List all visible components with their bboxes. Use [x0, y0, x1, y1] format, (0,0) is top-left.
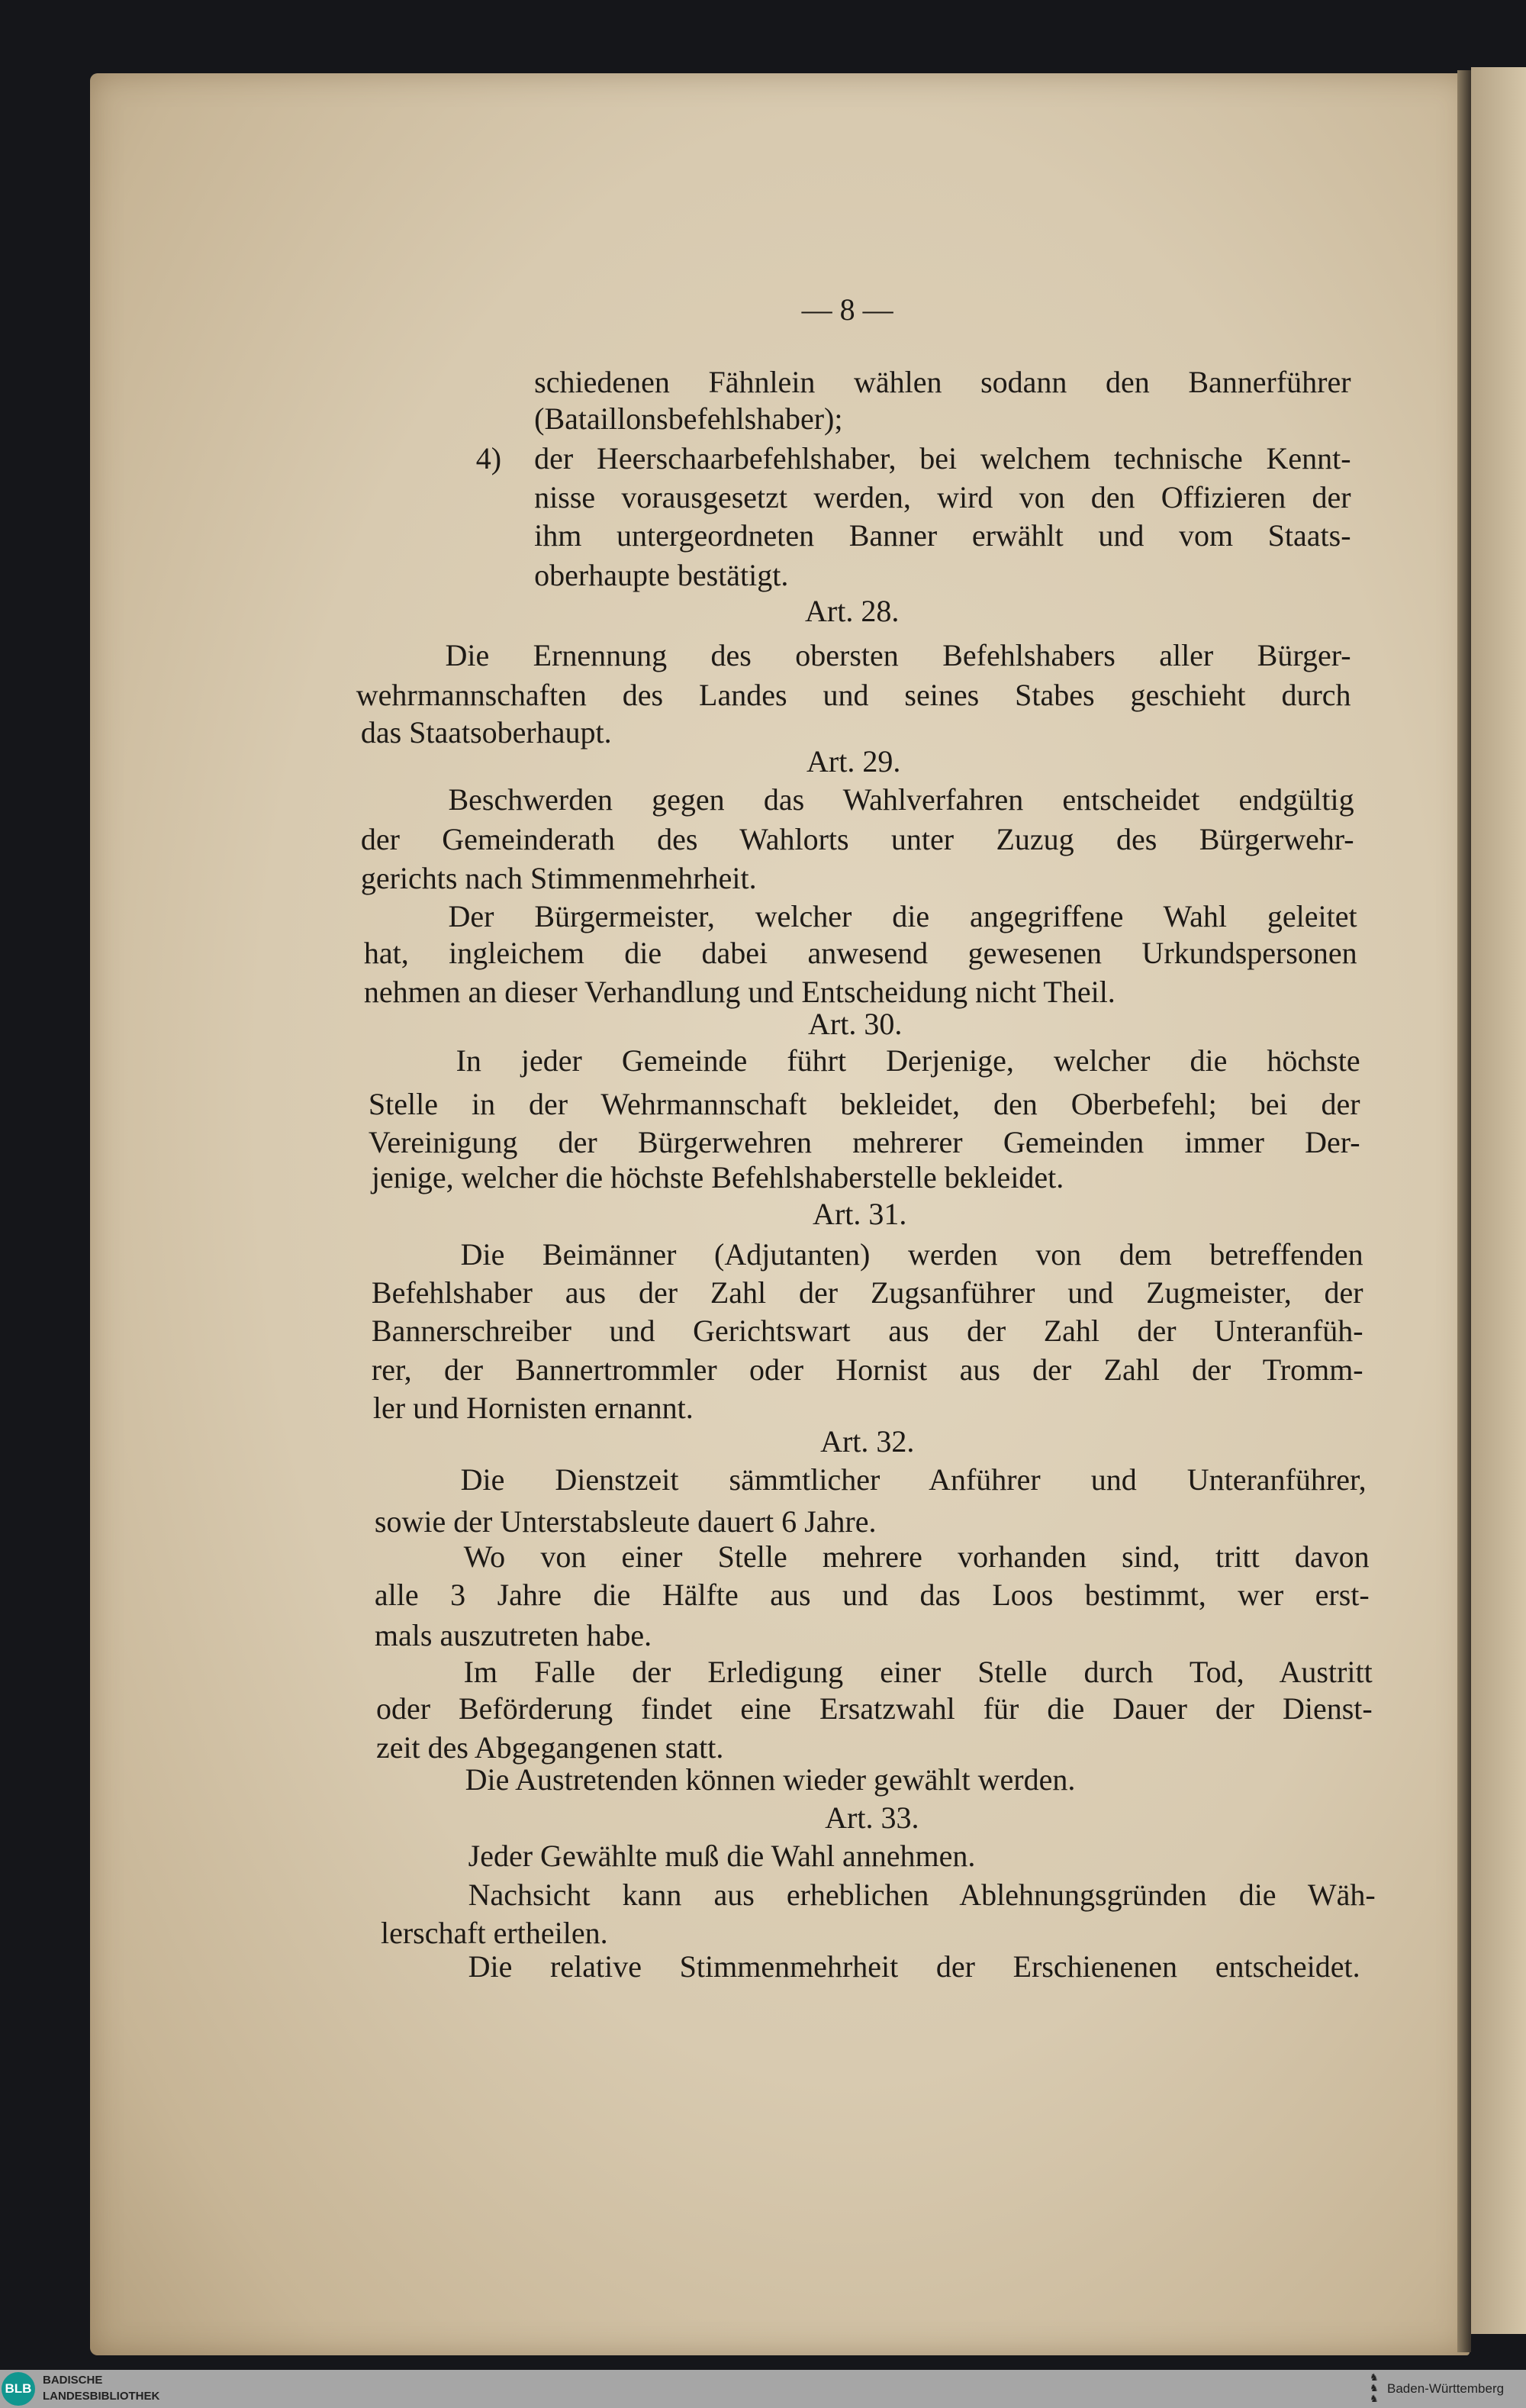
text-line: oberhaupte bestätigt.	[534, 558, 789, 593]
footer-bar	[0, 2370, 1526, 2408]
text-line: Die Beimänner (Adjutanten) werden von dem betreffenden	[460, 1236, 1363, 1272]
text-line: hat, ingleichem die dabei anwesend gewesenen Urkundspersonen	[363, 936, 1357, 971]
text-line: Jeder Gewählte muß die Wahl annehmen.	[468, 1839, 976, 1874]
page-number: — 8 —	[801, 292, 893, 327]
text-line: 4)	[475, 441, 502, 476]
text-line: wehrmannschaften des Landes und seines Stabes geschieht durch	[356, 678, 1351, 713]
text-line: In jeder Gemeinde führt Derjenige, welcher die höchste	[456, 1043, 1360, 1078]
blb-logo-icon: BLB	[2, 2372, 35, 2406]
text-line: Die Austretenden können wieder gewählt werden.	[465, 1762, 1076, 1797]
text-line: ihm untergeordneten Banner erwählt und vom Staats-	[534, 518, 1351, 553]
text-line: Die relative Stimmenmehrheit der Erschienenen entscheidet.	[468, 1949, 1360, 1984]
text-line: der Gemeinderath des Wahlorts unter Zuzug des Bürgerwehr-	[360, 822, 1354, 857]
text-line: schiedenen Fähnlein wählen sodann den Bannerführer	[534, 364, 1351, 399]
text-line: mals auszutreten habe.	[374, 1617, 652, 1652]
text-line: oder Beförderung findet eine Ersatzwahl für die Dauer der Dienst-	[375, 1691, 1373, 1726]
article-heading: Art. 30.	[808, 1006, 903, 1041]
library-name-line2: LANDESBIBLIOTHEK	[43, 2390, 160, 2403]
text-line: Die Ernennung des obersten Befehlshabers aller Bürger-	[445, 638, 1351, 672]
text-line: zeit des Abgegangenen statt.	[375, 1729, 724, 1765]
text-line: Bannerschreiber und Gerichtswart aus der Zahl der Unteranfüh-	[371, 1314, 1363, 1349]
article-heading: Art. 33.	[825, 1800, 919, 1836]
text-line: Stelle in der Wehrmannschaft bekleidet, den Oberbefehl; bei der	[368, 1086, 1360, 1121]
text-line: rer, der Bannertrommler oder Hornist aus der Zahl der Tromm-	[371, 1352, 1363, 1387]
lion-crest-icon: ♞ ♞ ♞	[1370, 2371, 1379, 2404]
text-line: Die Dienstzeit sämmtlicher Anführer und Unteranführer,	[460, 1462, 1367, 1497]
text-line: Der Bürgermeister, welcher die angegriffene Wahl geleitet	[448, 899, 1357, 934]
state-name: Baden-Württemberg	[1387, 2381, 1505, 2396]
text-line: Im Falle der Erledigung einer Stelle durch Tod, Austritt	[463, 1654, 1373, 1689]
text-line: nehmen an dieser Verhandlung und Entscheidung nicht Theil.	[363, 974, 1116, 1009]
text-line: Nachsicht kann aus erheblichen Ablehnungsgründen die Wäh-	[468, 1877, 1376, 1912]
text-line: Beschwerden gegen das Wahlverfahren entscheidet endgültig	[448, 782, 1354, 817]
text-line: alle 3 Jahre die Hälfte aus und das Loos bestimmt, wer erst-	[374, 1578, 1370, 1613]
text-line: das Staatsoberhaupt.	[360, 714, 612, 749]
text-line: der Heerschaarbefehlshaber, bei welchem technische Kennt-	[534, 441, 1351, 476]
text-line: Vereinigung der Bürgerwehren mehrerer Gemeinden immer Der-	[368, 1124, 1360, 1159]
text-line: (Bataillonsbefehlshaber);	[534, 401, 843, 437]
adjacent-page-edge	[1471, 67, 1526, 2334]
text-line: Wo von einer Stelle mehrere vorhanden sind, tritt davon	[463, 1539, 1370, 1575]
article-heading: Art. 28.	[804, 593, 900, 628]
article-heading: Art. 32.	[820, 1424, 915, 1459]
article-heading: Art. 31.	[813, 1197, 907, 1232]
article-heading: Art. 29.	[806, 743, 901, 778]
text-line: ler und Hornisten ernannt.	[372, 1390, 694, 1425]
text-line: Befehlshaber aus der Zahl der Zugsanführer und Zugmeister, der	[371, 1275, 1363, 1310]
text-line: nisse vorausgesetzt werden, wird von den Offizieren der	[534, 479, 1351, 514]
text-line: sowie der Unterstabsleute dauert 6 Jahre.	[374, 1504, 877, 1539]
book-gutter	[1457, 70, 1471, 2352]
library-name-line1: BADISCHE	[43, 2374, 103, 2387]
text-line: gerichts nach Stimmenmehrheit.	[360, 860, 757, 895]
text-line: jenige, welcher die höchste Befehlshaberstelle bekleidet.	[371, 1160, 1064, 1195]
text-line: lerschaft ertheilen.	[380, 1915, 608, 1950]
